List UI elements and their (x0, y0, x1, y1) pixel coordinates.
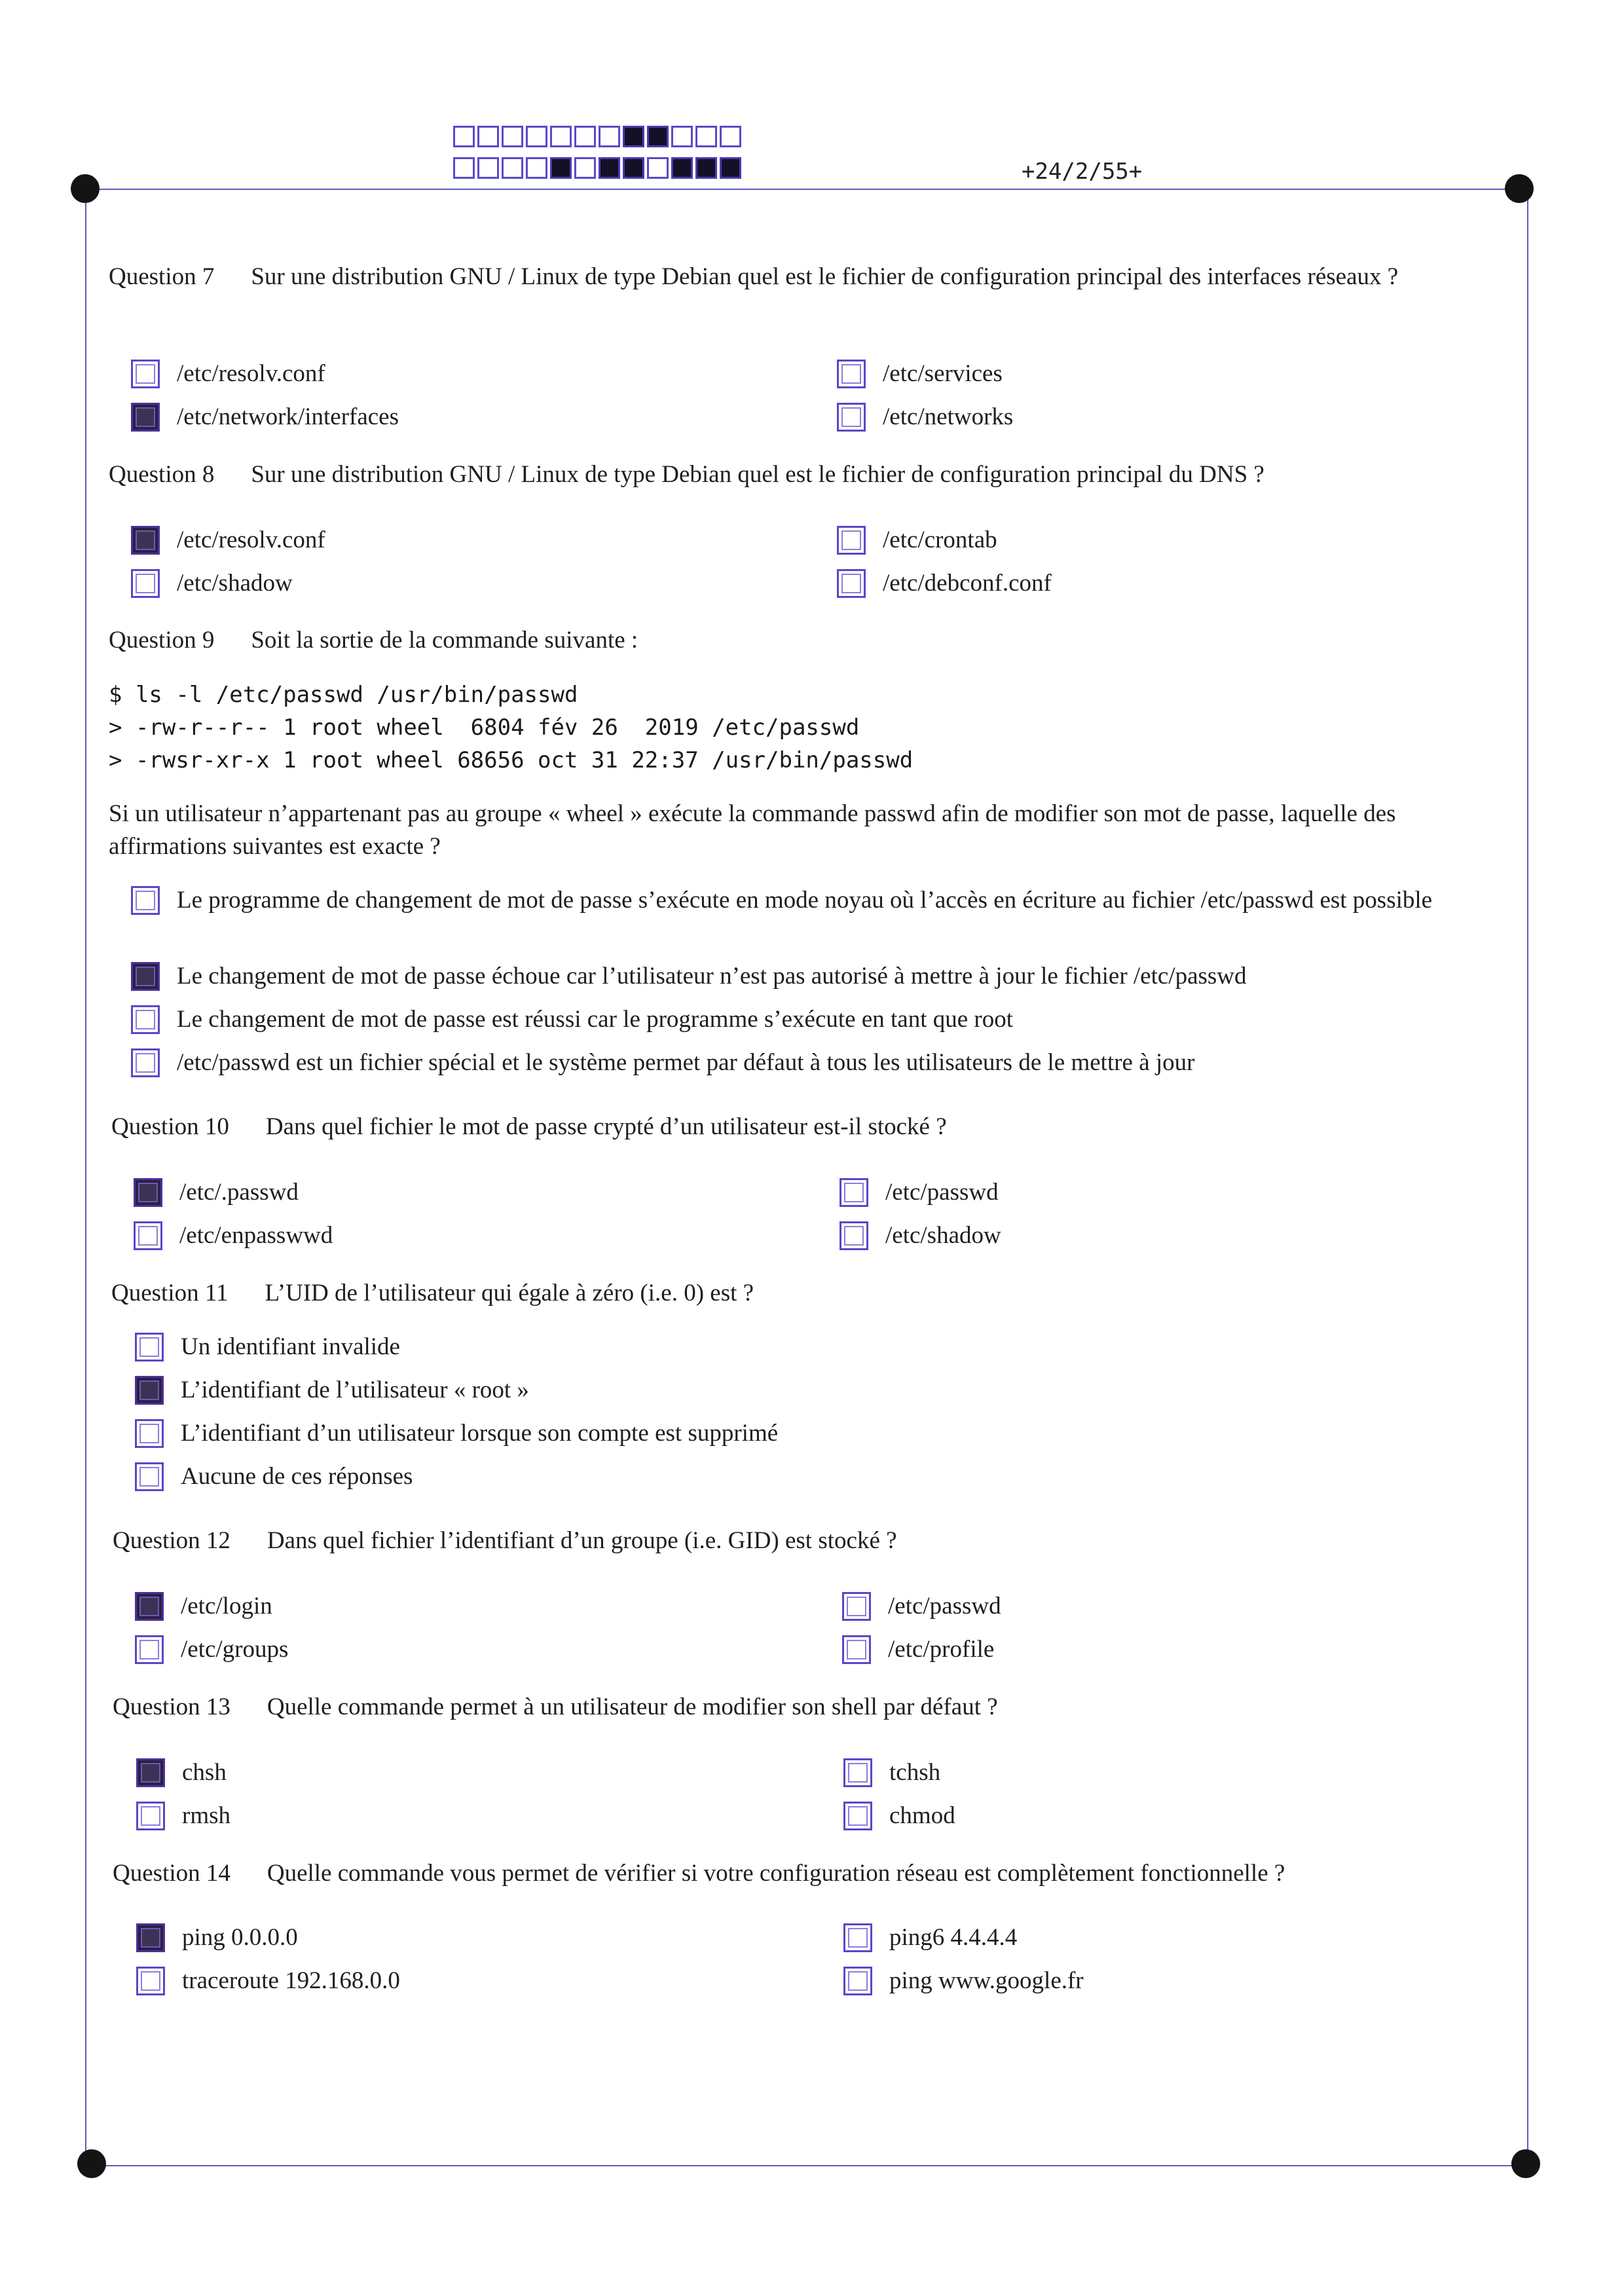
answer-label: Aucune de ces réponses (181, 1463, 413, 1490)
checkbox[interactable] (837, 403, 866, 432)
answer-label: /etc/login (181, 1593, 272, 1620)
question-7 (109, 261, 1502, 293)
answer-option[interactable] (843, 1965, 1084, 1997)
question-10 (111, 1111, 1505, 1143)
code-square (526, 126, 547, 147)
code-square (695, 126, 717, 147)
question-label: Question 12 (113, 1527, 231, 1554)
answer-option[interactable] (131, 567, 293, 600)
question-9 (109, 624, 1502, 657)
code-line: $ ls -l /etc/passwd /usr/bin/passwd (109, 682, 578, 708)
checkbox[interactable] (843, 1802, 872, 1830)
registration-mark (71, 174, 100, 203)
answer-option[interactable] (843, 1756, 940, 1789)
answer-option[interactable] (842, 1633, 994, 1666)
question-text: Soit la sortie de la commande suivante : (251, 627, 638, 654)
registration-mark (1511, 2149, 1540, 2178)
code-square (671, 157, 693, 179)
code-square (453, 157, 475, 179)
checkbox[interactable] (131, 962, 160, 991)
checkbox[interactable] (136, 1923, 165, 1952)
answer-option[interactable] (837, 401, 1013, 434)
question-text: Dans quel fichier le mot de passe crypté d’un utilisateur est-il stocké ? (265, 1113, 947, 1140)
answer-label: /etc/shadow (177, 570, 293, 597)
answer-label: tchsh (889, 1759, 941, 1786)
answer-label: /etc/network/interfaces (177, 403, 399, 430)
code-square (599, 157, 620, 179)
answer-label: chmod (889, 1802, 955, 1829)
checkbox[interactable] (837, 526, 866, 555)
question-text: Dans quel fichier l’identifiant d’un groupe (i.e. GID) est stocké ? (267, 1527, 897, 1554)
answer-option[interactable] (135, 1331, 400, 1363)
question-label: Question 9 (109, 627, 215, 654)
answer-label: ping6 4.4.4.4 (889, 1924, 1018, 1951)
answer-label: /etc/debconf.conf (883, 570, 1052, 597)
answer-option[interactable] (840, 1176, 999, 1209)
answer-label: Un identifiant invalide (181, 1333, 400, 1360)
answer-label: /etc/profile (888, 1636, 995, 1663)
code-square (671, 126, 693, 147)
answer-option[interactable] (131, 401, 399, 434)
question-11 (111, 1277, 1505, 1310)
answer-option[interactable] (135, 1633, 288, 1666)
code-square (574, 157, 596, 179)
code-square (695, 157, 717, 179)
answer-option[interactable] (135, 1417, 778, 1450)
answer-label: Le changement de mot de passe est réussi car le programme s’exécute en tant que root (177, 1006, 1014, 1033)
answer-label: ping 0.0.0.0 (182, 1924, 298, 1951)
answer-label: /etc/passwd est un fichier spécial et le système permet par défaut à tous les utilisateurs de le mettre à jour (177, 1049, 1195, 1076)
checkbox[interactable] (131, 886, 160, 915)
registration-mark (1505, 174, 1534, 203)
code-square (599, 126, 620, 147)
answer-option[interactable] (136, 1965, 400, 1997)
question-text: L’UID de l’utilisateur qui égale à zéro (i.e. 0) est ? (265, 1280, 754, 1306)
checkbox[interactable] (837, 360, 866, 388)
answer-label: rmsh (182, 1802, 231, 1829)
code-square (550, 157, 572, 179)
checkbox[interactable] (134, 1221, 162, 1250)
answer-label: L’identifiant d’un utilisateur lorsque son compte est supprimé (181, 1420, 779, 1447)
answer-option[interactable] (131, 1003, 1013, 1036)
code-square (623, 126, 644, 147)
answer-label: /etc/groups (181, 1636, 289, 1663)
checkbox[interactable] (136, 1967, 165, 1995)
code-square (453, 126, 475, 147)
question-8 (109, 458, 1502, 491)
checkbox[interactable] (840, 1221, 868, 1250)
answer-label: traceroute 192.168.0.0 (182, 1967, 400, 1994)
answer-option[interactable] (135, 1460, 413, 1493)
answer-option[interactable] (131, 358, 325, 390)
checkbox[interactable] (135, 1376, 164, 1405)
checkbox[interactable] (840, 1178, 868, 1207)
checkbox[interactable] (843, 1967, 872, 1995)
code-square (574, 126, 596, 147)
code-line: > -rw-r--r-- 1 root wheel 6804 fév 26 2019 /etc/passwd (109, 714, 860, 741)
checkbox[interactable] (135, 1635, 164, 1664)
page-id: +24/2/55+ (1022, 158, 1143, 185)
question-statement: Si un utilisateur n’appartenant pas au groupe « wheel » exécute la commande passwd afin de modifier son mot de passe, laquelle des affirmations suivantes est exacte ? (109, 800, 1396, 860)
code-squares-row (453, 157, 741, 179)
checkbox[interactable] (843, 1758, 872, 1787)
checkbox[interactable] (131, 403, 160, 432)
registration-mark (77, 2149, 106, 2178)
code-square (647, 157, 669, 179)
checkbox[interactable] (135, 1592, 164, 1621)
answer-label: Le changement de mot de passe échoue car l’utilisateur n’est pas autorisé à mettre à jour le fichier /etc/passwd (177, 963, 1247, 990)
answer-option[interactable] (136, 1756, 227, 1789)
answer-option[interactable] (837, 567, 1052, 600)
question-label: Question 13 (113, 1694, 231, 1720)
question-text: Quelle commande permet à un utilisateur de modifier son shell par défaut ? (267, 1694, 998, 1720)
answer-label: /etc/resolv.conf (177, 360, 325, 387)
checkbox[interactable] (842, 1592, 871, 1621)
checkbox[interactable] (135, 1462, 164, 1491)
answer-label: L’identifiant de l’utilisateur « root » (181, 1377, 529, 1403)
checkbox[interactable] (134, 1178, 162, 1207)
checkbox[interactable] (837, 569, 866, 598)
answer-label: /etc/crontab (883, 527, 997, 553)
checkbox[interactable] (135, 1419, 164, 1448)
answer-option[interactable] (843, 1800, 955, 1832)
code-square (477, 157, 499, 179)
answer-label: /etc/.passwd (179, 1179, 299, 1206)
answer-option[interactable] (131, 1046, 1195, 1079)
answer-option[interactable] (135, 1374, 529, 1407)
question-text: Quelle commande vous permet de vérifier si votre configuration réseau est complètement fonctionnelle ? (267, 1860, 1285, 1887)
question-label: Question 10 (111, 1113, 229, 1140)
checkbox[interactable] (131, 360, 160, 388)
checkbox[interactable] (136, 1802, 165, 1830)
question-label: Question 8 (109, 461, 215, 488)
answer-option[interactable] (837, 524, 997, 557)
code-square (550, 126, 572, 147)
answer-option[interactable] (842, 1590, 1001, 1623)
answer-option[interactable] (840, 1219, 1001, 1252)
answer-label: /etc/services (883, 360, 1003, 387)
checkbox[interactable] (842, 1635, 871, 1664)
answer-option[interactable] (131, 884, 1502, 917)
answer-option[interactable] (136, 1921, 298, 1954)
checkbox[interactable] (131, 569, 160, 598)
checkbox[interactable] (131, 1048, 160, 1077)
code-square (647, 126, 669, 147)
answer-label: /etc/passwd (885, 1179, 999, 1206)
question-text: Sur une distribution GNU / Linux de type Debian quel est le fichier de configuration principal des interfaces réseaux ? (251, 263, 1399, 290)
answer-option[interactable] (837, 358, 1003, 390)
answer-option[interactable] (131, 524, 325, 557)
code-square (502, 157, 523, 179)
checkbox[interactable] (131, 1005, 160, 1034)
answer-option[interactable] (131, 960, 1247, 993)
code-squares-row (453, 126, 741, 147)
question-13 (113, 1691, 1506, 1724)
answer-label: /etc/passwd (888, 1593, 1001, 1620)
answer-label: /etc/networks (883, 403, 1014, 430)
answer-label: Le programme de changement de mot de passe s’exécute en mode noyau où l’accès en écriture au fichier /etc/passwd est possible (177, 887, 1433, 914)
answer-option[interactable] (135, 1590, 272, 1623)
question-14 (113, 1857, 1506, 1890)
answer-option[interactable] (136, 1800, 231, 1832)
question-label: Question 11 (111, 1280, 229, 1306)
question-label: Question 14 (113, 1860, 231, 1887)
answer-label: /etc/shadow (885, 1222, 1001, 1249)
code-square (526, 157, 547, 179)
checkbox[interactable] (135, 1333, 164, 1361)
code-square (477, 126, 499, 147)
answer-label: /etc/resolv.conf (177, 527, 325, 553)
code-line: > -rwsr-xr-x 1 root wheel 68656 oct 31 22:37 /usr/bin/passwd (109, 747, 913, 773)
checkbox[interactable] (843, 1923, 872, 1952)
checkbox[interactable] (131, 526, 160, 555)
question-text: Sur une distribution GNU / Linux de type Debian quel est le fichier de configuration principal du DNS ? (251, 461, 1264, 488)
question-label: Question 7 (109, 263, 215, 290)
code-square (502, 126, 523, 147)
answer-option[interactable] (134, 1219, 333, 1252)
answer-option[interactable] (134, 1176, 299, 1209)
answer-option[interactable] (843, 1921, 1017, 1954)
code-square (720, 126, 741, 147)
question-12 (113, 1525, 1506, 1557)
answer-label: /etc/enpasswwd (179, 1222, 333, 1249)
checkbox[interactable] (136, 1758, 165, 1787)
answer-label: chsh (182, 1759, 227, 1786)
answer-label: ping www.google.fr (889, 1967, 1084, 1994)
code-square (623, 157, 644, 179)
code-square (720, 157, 741, 179)
